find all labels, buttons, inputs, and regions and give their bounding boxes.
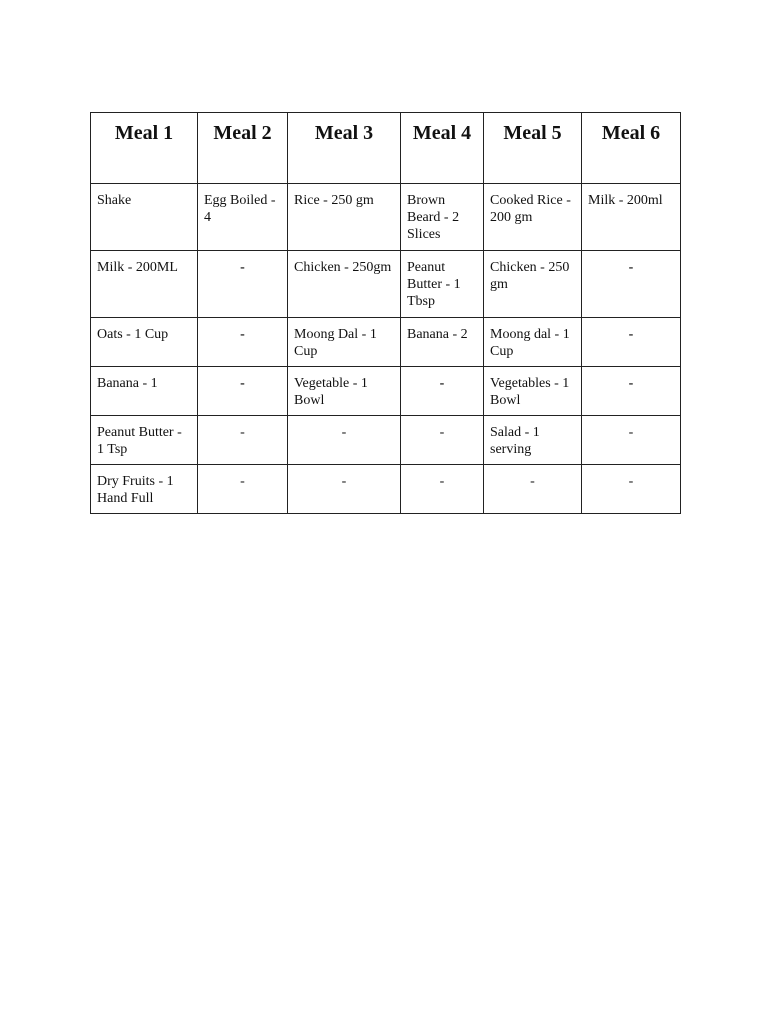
table-cell: - xyxy=(582,251,681,318)
table-cell: Moong Dal - 1 Cup xyxy=(288,318,401,367)
table-cell: Banana - 1 xyxy=(91,367,198,416)
header-meal-2: Meal 2 xyxy=(198,113,288,184)
meal-plan-table xyxy=(90,112,681,514)
table-cell: Salad - 1 serving xyxy=(484,416,582,465)
table-cell: Vegetable - 1 Bowl xyxy=(288,367,401,416)
table-cell: Milk - 200ML xyxy=(91,251,198,318)
table-cell: - xyxy=(582,367,681,416)
table-cell: - xyxy=(401,416,484,465)
table-cell: - xyxy=(401,465,484,514)
table-cell: Oats - 1 Cup xyxy=(91,318,198,367)
table-cell: - xyxy=(198,465,288,514)
table-cell: - xyxy=(198,367,288,416)
table-cell: Brown Beard - 2 Slices xyxy=(401,184,484,251)
table-row xyxy=(91,318,681,367)
table-cell: - xyxy=(288,465,401,514)
table-cell: - xyxy=(582,465,681,514)
table-cell: Moong dal - 1 Cup xyxy=(484,318,582,367)
table-row xyxy=(91,416,681,465)
table-cell: - xyxy=(288,416,401,465)
header-meal-4: Meal 4 xyxy=(401,113,484,184)
table-row xyxy=(91,251,681,318)
table-cell: Banana - 2 xyxy=(401,318,484,367)
table-cell: - xyxy=(198,416,288,465)
header-meal-1: Meal 1 xyxy=(91,113,198,184)
table-cell: Chicken - 250 gm xyxy=(484,251,582,318)
header-meal-6: Meal 6 xyxy=(582,113,681,184)
table-cell: Chicken - 250gm xyxy=(288,251,401,318)
table-cell: - xyxy=(484,465,582,514)
table-cell: Dry Fruits - 1 Hand Full xyxy=(91,465,198,514)
table-row xyxy=(91,367,681,416)
table-cell: Peanut Butter - 1 Tbsp xyxy=(401,251,484,318)
table-cell: Vegetables - 1 Bowl xyxy=(484,367,582,416)
table-row xyxy=(91,465,681,514)
header-meal-3: Meal 3 xyxy=(288,113,401,184)
table-cell: Rice - 250 gm xyxy=(288,184,401,251)
header-meal-5: Meal 5 xyxy=(484,113,582,184)
table-cell: - xyxy=(198,318,288,367)
table-cell: - xyxy=(582,416,681,465)
table-cell: Cooked Rice - 200 gm xyxy=(484,184,582,251)
table-cell: - xyxy=(582,318,681,367)
table-row xyxy=(91,184,681,251)
table-cell: Peanut Butter - 1 Tsp xyxy=(91,416,198,465)
table-cell: - xyxy=(198,251,288,318)
table-cell: Egg Boiled - 4 xyxy=(198,184,288,251)
table-cell: Milk - 200ml xyxy=(582,184,681,251)
table-cell: Shake xyxy=(91,184,198,251)
table-cell: - xyxy=(401,367,484,416)
table-header-row xyxy=(91,113,681,184)
